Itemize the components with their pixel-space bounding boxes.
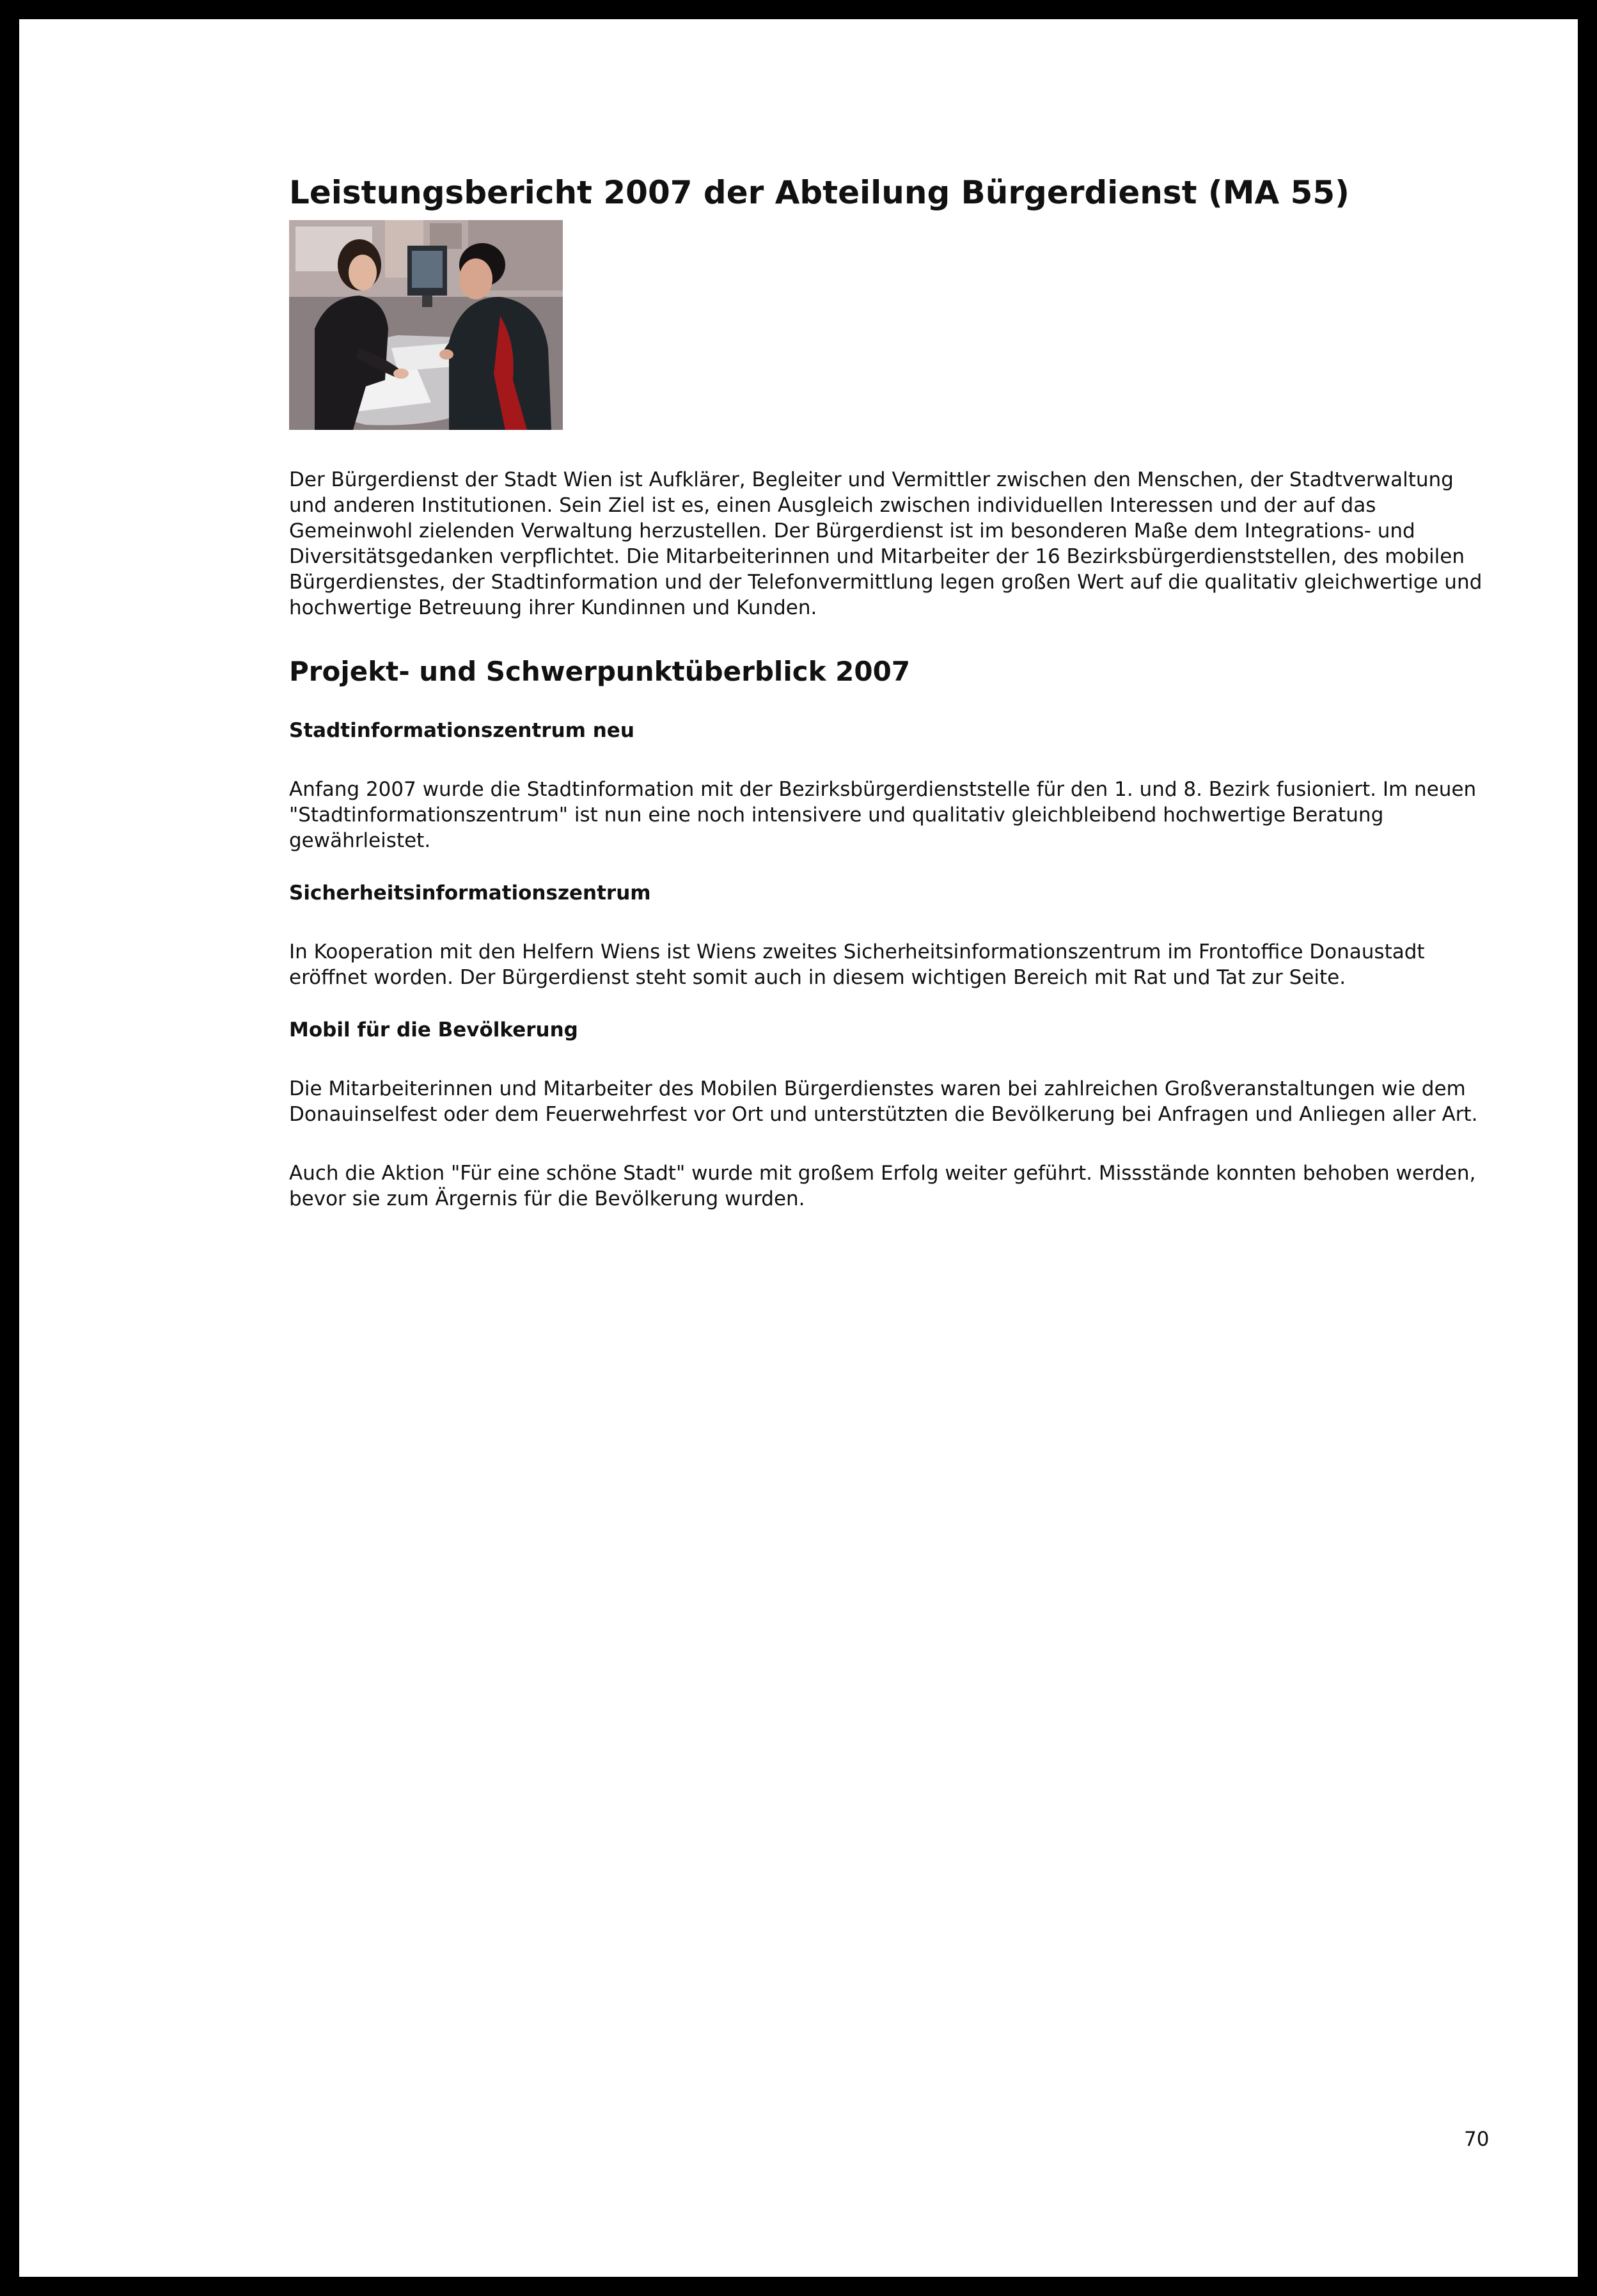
page-title: Leistungsbericht 2007 der Abteilung Bürgerdienst (MA 55)	[289, 174, 1350, 211]
overview-heading: Projekt- und Schwerpunktüberblick 2007	[289, 656, 911, 687]
page-number: 70	[1464, 2128, 1490, 2151]
section-paragraph: Anfang 2007 wurde die Stadtinformation mit der Bezirksbürgerdienststelle für den 1. und 8. Bezirk fusioniert. Im neuen "Stadtinformationszentrum" ist nun eine noch intensivere und qualitativ gleichbleibend hochwertige Beratung gewährleistet.	[289, 778, 1477, 852]
page-content	[289, 171, 1485, 1212]
section-heading-stadtinformationszentrum: Stadtinformationszentrum neu	[289, 719, 634, 742]
section-heading-mobil: Mobil für die Bevölkerung	[289, 1018, 578, 1041]
office-consultation-photo	[289, 220, 563, 430]
section-paragraph: Die Mitarbeiterinnen und Mitarbeiter des Mobilen Bürgerdienstes waren bei zahlreichen Großveranstaltungen wie dem Donauinselfest oder dem Feuerwehrfest vor Ort und unterstützten die Bevölkerung bei Anfragen und Anliegen aller Art.	[289, 1077, 1478, 1126]
intro-paragraph: Der Bürgerdienst der Stadt Wien ist Aufklärer, Begleiter und Vermittler zwischen den Menschen, der Stadtverwaltung und anderen Institutionen. Sein Ziel ist es, einen Ausgleich zwischen individuellen Interessen und der auf das Gemeinwohl zielenden Verwaltung herzustellen. Der Bürgerdienst ist im besonderen Maße dem Integrations- und Diversitätsgedanken verpflichtet. Die Mitarbeiterinnen und Mitarbeiter der 16 Bezirksbürgerdienststellen, des mobilen Bürgerdienstes, der Stadtinformation und der Telefonvermittlung legen großen Wert auf die qualitativ gleichwertige und hochwertige Betreuung ihrer Kundinnen und Kunden.	[289, 468, 1483, 619]
section-heading-sicherheitsinformationszentrum: Sicherheitsinformationszentrum	[289, 882, 651, 905]
document-page	[19, 19, 1578, 2277]
section-paragraph: In Kooperation mit den Helfern Wiens ist Wiens zweites Sicherheitsinformationszentrum im Frontoffice Donaustadt eröffnet worden. Der Bürgerdienst steht somit auch in diesem wichtigen Bereich mit Rat und Tat zur Seite.	[289, 940, 1425, 989]
section-paragraph: Auch die Aktion "Für eine schöne Stadt" wurde mit großem Erfolg weiter geführt. Missstände konnten behoben werden, bevor sie zum Ärgernis für die Bevölkerung wurden.	[289, 1162, 1476, 1210]
